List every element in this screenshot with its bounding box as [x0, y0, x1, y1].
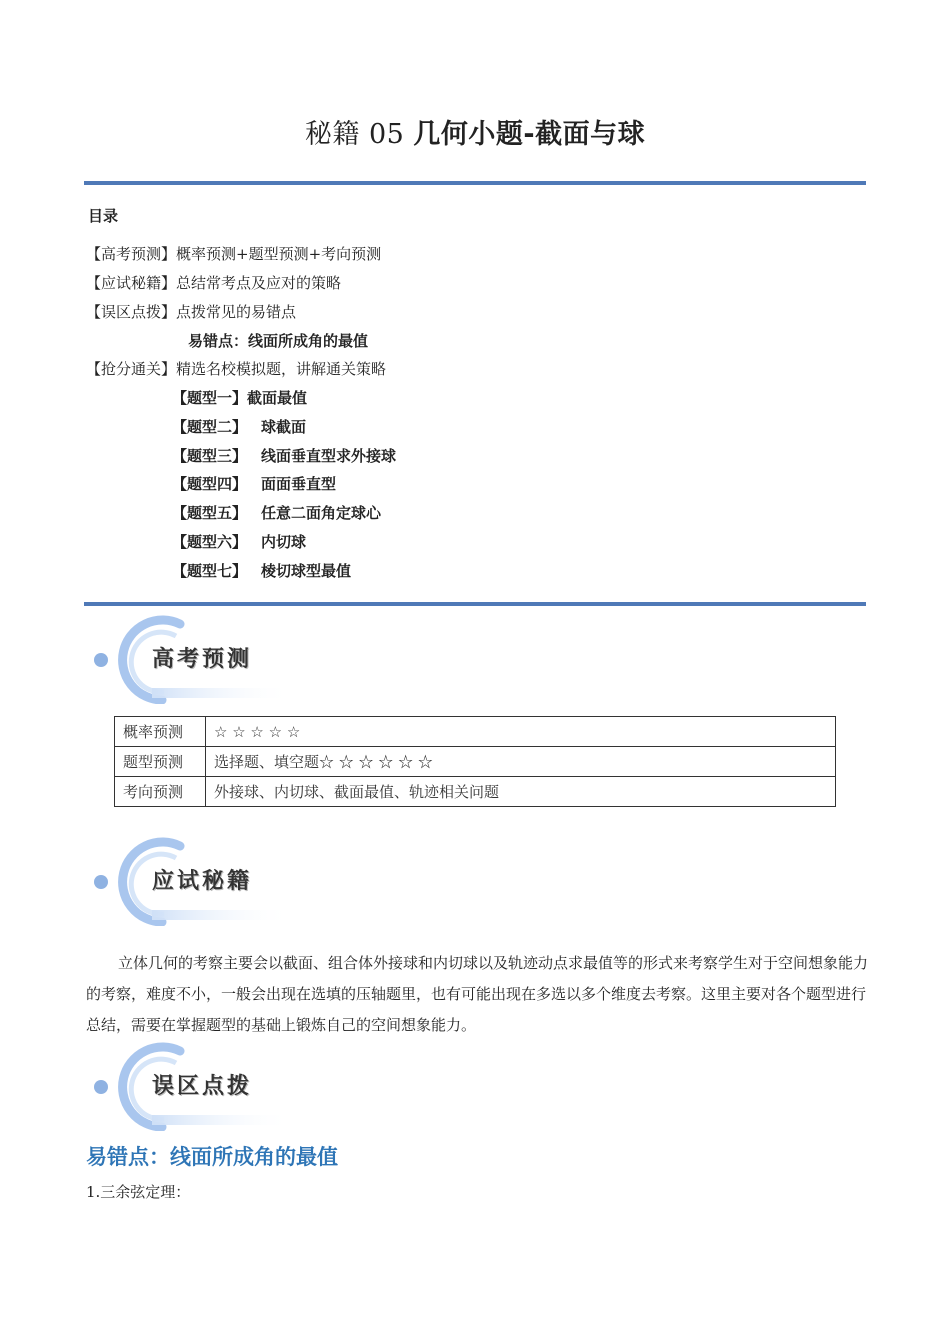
- toc-line-predict: [86, 244, 381, 264]
- type-tag: 【题型六】: [172, 533, 248, 551]
- toc-text: 总结常考点及应对的策略: [176, 274, 342, 292]
- toc-line-practice: [86, 359, 386, 379]
- toc-text: 点拨常见的易错点: [176, 303, 297, 321]
- type-tag: 【题型二】: [172, 418, 248, 436]
- table-row: [115, 717, 836, 747]
- type-tag: 【题型四】: [172, 475, 248, 493]
- type-name: 任意二面角定球心: [261, 504, 382, 522]
- type-tag: 【题型七】: [172, 562, 248, 580]
- type-tag: 【题型三】: [172, 447, 248, 465]
- toc-type-2: [172, 417, 306, 437]
- toc-line-secrets: [86, 273, 341, 293]
- banner-label: 误区点拨: [152, 1074, 253, 1099]
- section-divider: [84, 602, 866, 606]
- table-value: 选择题、填空题☆ ☆ ☆ ☆ ☆ ☆: [206, 747, 836, 777]
- toc-type-7: [172, 561, 351, 581]
- title-plain: 秘籍 05: [304, 119, 414, 150]
- secrets-paragraph: 立体几何的考察主要会以截面、组合体外接球和内切球以及轨迹动点求最值等的形式来考察学生对于空间想象能力的考察，难度不小，一般会出现在选填的压轴题里，也有可能出现在多选以多个维度去考察。这里主要对各个题型进行总结，需要在掌握题型的基础上锻炼自己的空间想象能力。: [86, 954, 869, 1034]
- type-name: 面面垂直型: [261, 475, 337, 493]
- banner-label: 应试秘籍: [152, 869, 253, 894]
- type-name: 内切球: [261, 533, 307, 551]
- toc-error-point: 易错点：线面所成角的最值: [188, 332, 369, 350]
- table-key: 考向预测: [115, 777, 206, 807]
- toc-type-3: [172, 446, 396, 466]
- error-point-heading: 易错点：线面所成角的最值: [86, 1145, 338, 1169]
- page-title: [0, 112, 950, 151]
- table-value: ☆ ☆ ☆ ☆ ☆: [206, 717, 836, 747]
- banner-label: 高考预测: [152, 647, 253, 672]
- type-tag: 【题型一】: [172, 389, 248, 407]
- toc-type-5: [172, 503, 381, 523]
- type-tag: 【题型五】: [172, 504, 248, 522]
- toc-type-6: [172, 532, 306, 552]
- table-row: [115, 747, 836, 777]
- toc-bracket: 【应试秘籍】: [86, 274, 177, 292]
- toc-bracket: 【抢分通关】: [86, 360, 177, 378]
- type-name: 截面最值: [247, 389, 308, 407]
- list-item: 1.三余弦定理：: [86, 1183, 191, 1201]
- toc-text: 概率预测+题型预测+考向预测: [176, 245, 382, 263]
- toc-text: 精选名校模拟题，讲解通关策略: [176, 360, 387, 378]
- top-divider: [84, 181, 866, 185]
- toc-line-mistakes: [86, 302, 296, 322]
- banner-secrets: [92, 836, 292, 926]
- title-bold: 几何小题-截面与球: [413, 119, 646, 150]
- type-name: 球截面: [261, 418, 307, 436]
- type-name: 线面垂直型求外接球: [261, 447, 397, 465]
- banner-mistakes: [92, 1041, 292, 1131]
- table-key: 概率预测: [115, 717, 206, 747]
- toc-type-4: [172, 474, 336, 494]
- prediction-table: [114, 716, 836, 807]
- table-key: 题型预测: [115, 747, 206, 777]
- banner-predict: [92, 614, 292, 704]
- toc-bracket: 【高考预测】: [86, 245, 177, 263]
- table-value: 外接球、内切球、截面最值、轨迹相关问题: [206, 777, 836, 807]
- toc-heading: 目录: [88, 207, 119, 225]
- toc-bracket: 【误区点拨】: [86, 303, 177, 321]
- toc-type-1: [172, 388, 307, 408]
- table-row: [115, 777, 836, 807]
- type-name: 棱切球型最值: [261, 562, 352, 580]
